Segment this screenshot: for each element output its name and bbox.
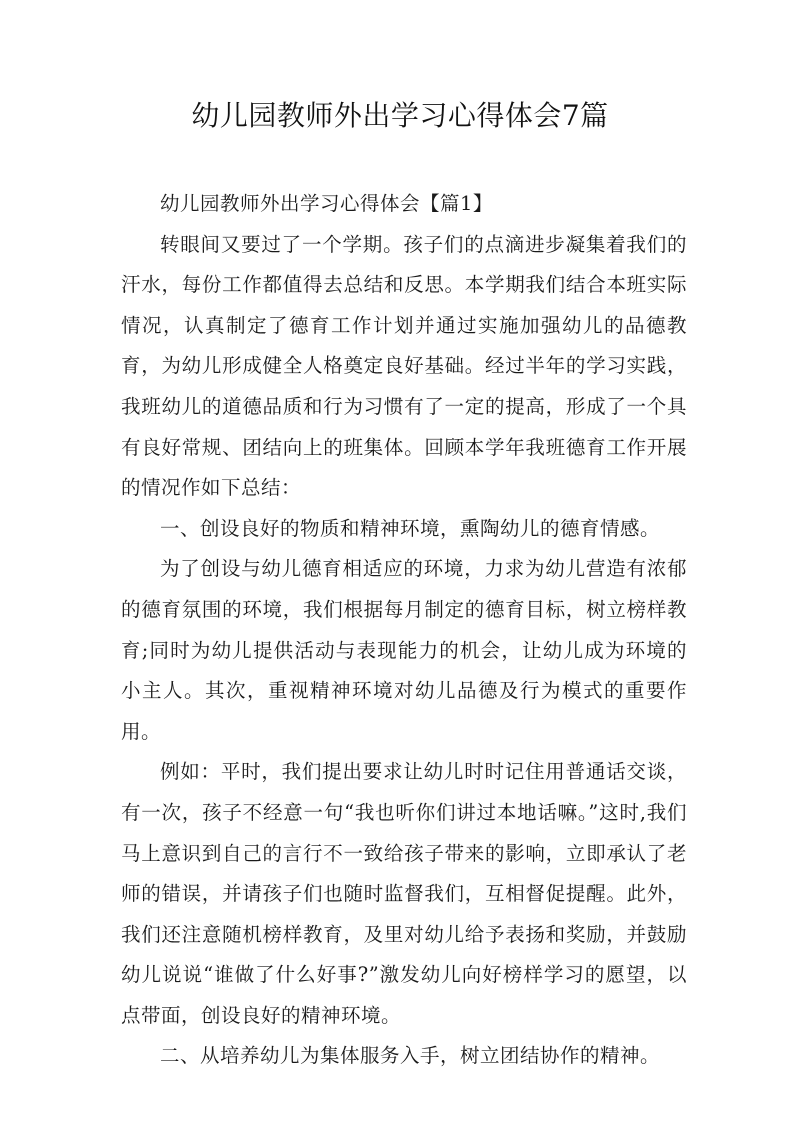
section-point-2: 二、从培养幼儿为集体服务入手，树立团结协作的精神。 xyxy=(160,1044,661,1068)
document-body xyxy=(121,184,687,1077)
section-point-1: 一、创设良好的物质和精神环境，熏陶幼儿的德育情感。 xyxy=(160,516,661,540)
document-title: 幼儿园教师外出学习心得体会7篇 xyxy=(191,99,609,132)
body-paragraph: 例如：平时，我们提出要求让幼儿时时记住用普通话交谈，有一次，孩子不经意一句“我也听你们讲过本地话嘛。”这时,我们马上意识到自己的言行不一致给孩子带来的影响，立即承认了老师的错误，并请孩子们也随时监督我们，互相督促提醒。此外，我们还注意随机榜样教育，及里对幼儿给予表扬和奖励，并鼓励幼儿说说“谁做了什么好事?”激发幼儿向好榜样学习的愿望，以点带面，创设良好的精神环境。 xyxy=(121,760,687,1027)
body-paragraph: 转眼间又要过了一个学期。孩子们的点滴进步凝集着我们的汗水，每份工作都值得去总结和反思。本学期我们结合本班实际情况，认真制定了德育工作计划并通过实施加强幼儿的品德教育，为幼儿形成健全人格奠定良好基础。经过半年的学习实践，我班幼儿的道德品质和行为习惯有了一定的提高，形成了一个具有良好常规、团结向上的班集体。回顾本学年我班德育工作开展的情况作如下总结： xyxy=(121,232,687,500)
body-paragraph: 为了创设与幼儿德育相适应的环境，力求为幼儿营造有浓郁的德育氛围的环境，我们根据每月制定的德育目标，树立榜样教育;同时为幼儿提供活动与表现能力的机会，让幼儿成为环境的小主人。其次，重视精神环境对幼儿品德及行为模式的重要作用。 xyxy=(121,557,687,743)
section-heading-1: 幼儿园教师外出学习心得体会【篇1】 xyxy=(160,192,493,215)
